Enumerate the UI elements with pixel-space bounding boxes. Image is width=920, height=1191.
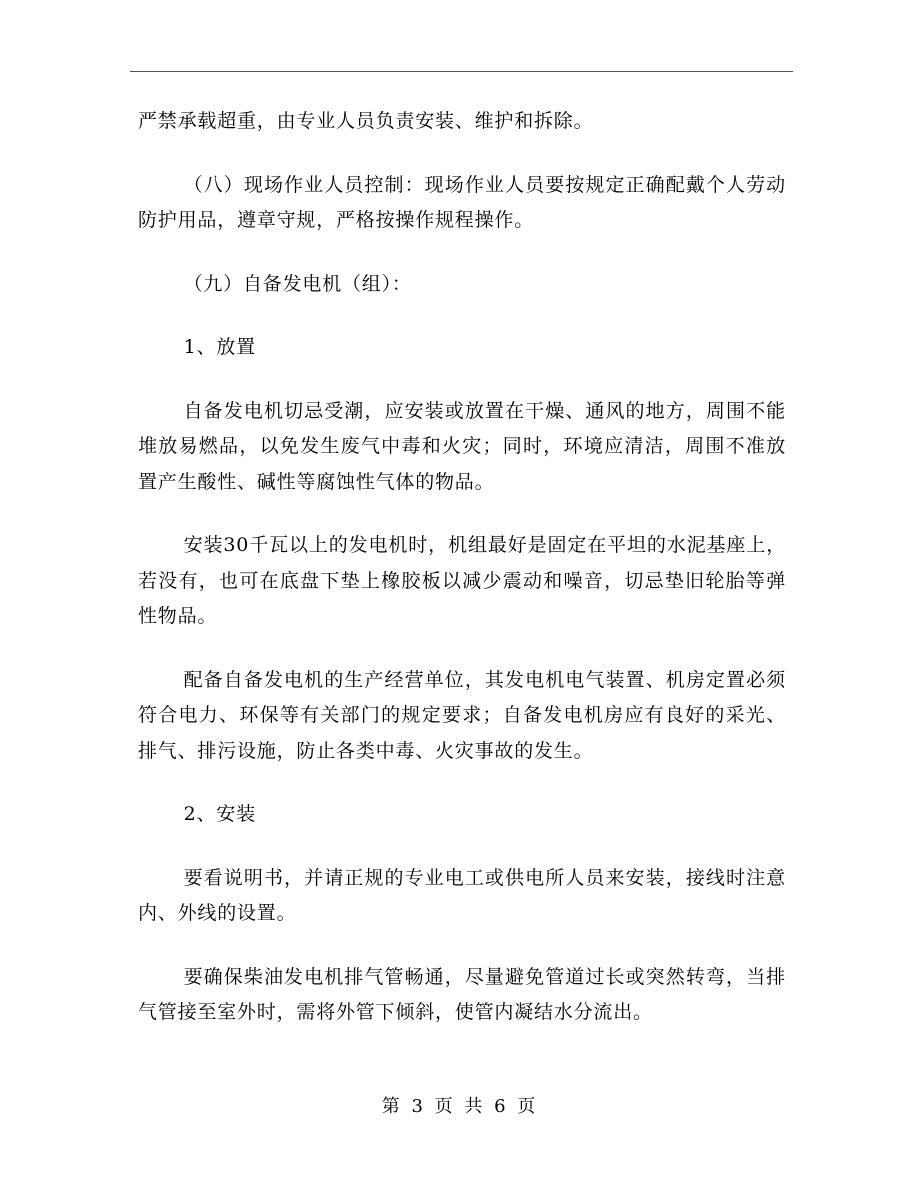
paragraph-2: （八）现场作业人员控制：现场作业人员要按规定正确配戴个人劳动防护用品，遵章守规，严格按操作规程操作。: [138, 173, 786, 231]
document-body: [138, 104, 786, 1059]
header-rule: [130, 71, 793, 72]
paragraph-4: 1、放置: [183, 336, 256, 358]
paragraph-6: 安装30千瓦以上的发电机时，机组最好是固定在平坦的水泥基座上，若没有，也可在底盘下垫上橡胶板以减少震动和噪音，切忌垫旧轮胎等弹性物品。: [138, 534, 786, 627]
paragraph-5: 自备发电机切忌受潮，应安装或放置在干燥、通风的地方，周围不能堆放易燃品，以免发生废气中毒和火灾；同时，环境应清洁，周围不准放置产生酸性、碱性等腐蚀性气体的物品。: [138, 399, 786, 493]
paragraph-9: 要看说明书，并请正规的专业电工或供电所人员来安装，接线时注意内、外线的设置。: [138, 866, 786, 924]
paragraph-7: 配备自备发电机的生产经营单位，其发电机电气装置、机房定置必须符合电力、环保等有关部门的规定要求；自备发电机房应有良好的采光、排气、排污设施，防止各类中毒、火灾事故的发生。: [138, 668, 786, 762]
paragraph-1: 严禁承载超重，由专业人员负责安装、维护和拆除。: [138, 110, 594, 132]
page-number-footer: 第 3 页 共 6 页: [381, 1096, 539, 1117]
paragraph-10: 要确保柴油发电机排气管畅通，尽量避免管道过长或突然转弯，当排气管接至室外时，需将外管下倾斜，使管内凝结水分流出。: [138, 965, 786, 1023]
paragraph-3: （九）自备发电机（组）：: [183, 272, 412, 295]
paragraph-8: 2、安装: [183, 803, 256, 825]
